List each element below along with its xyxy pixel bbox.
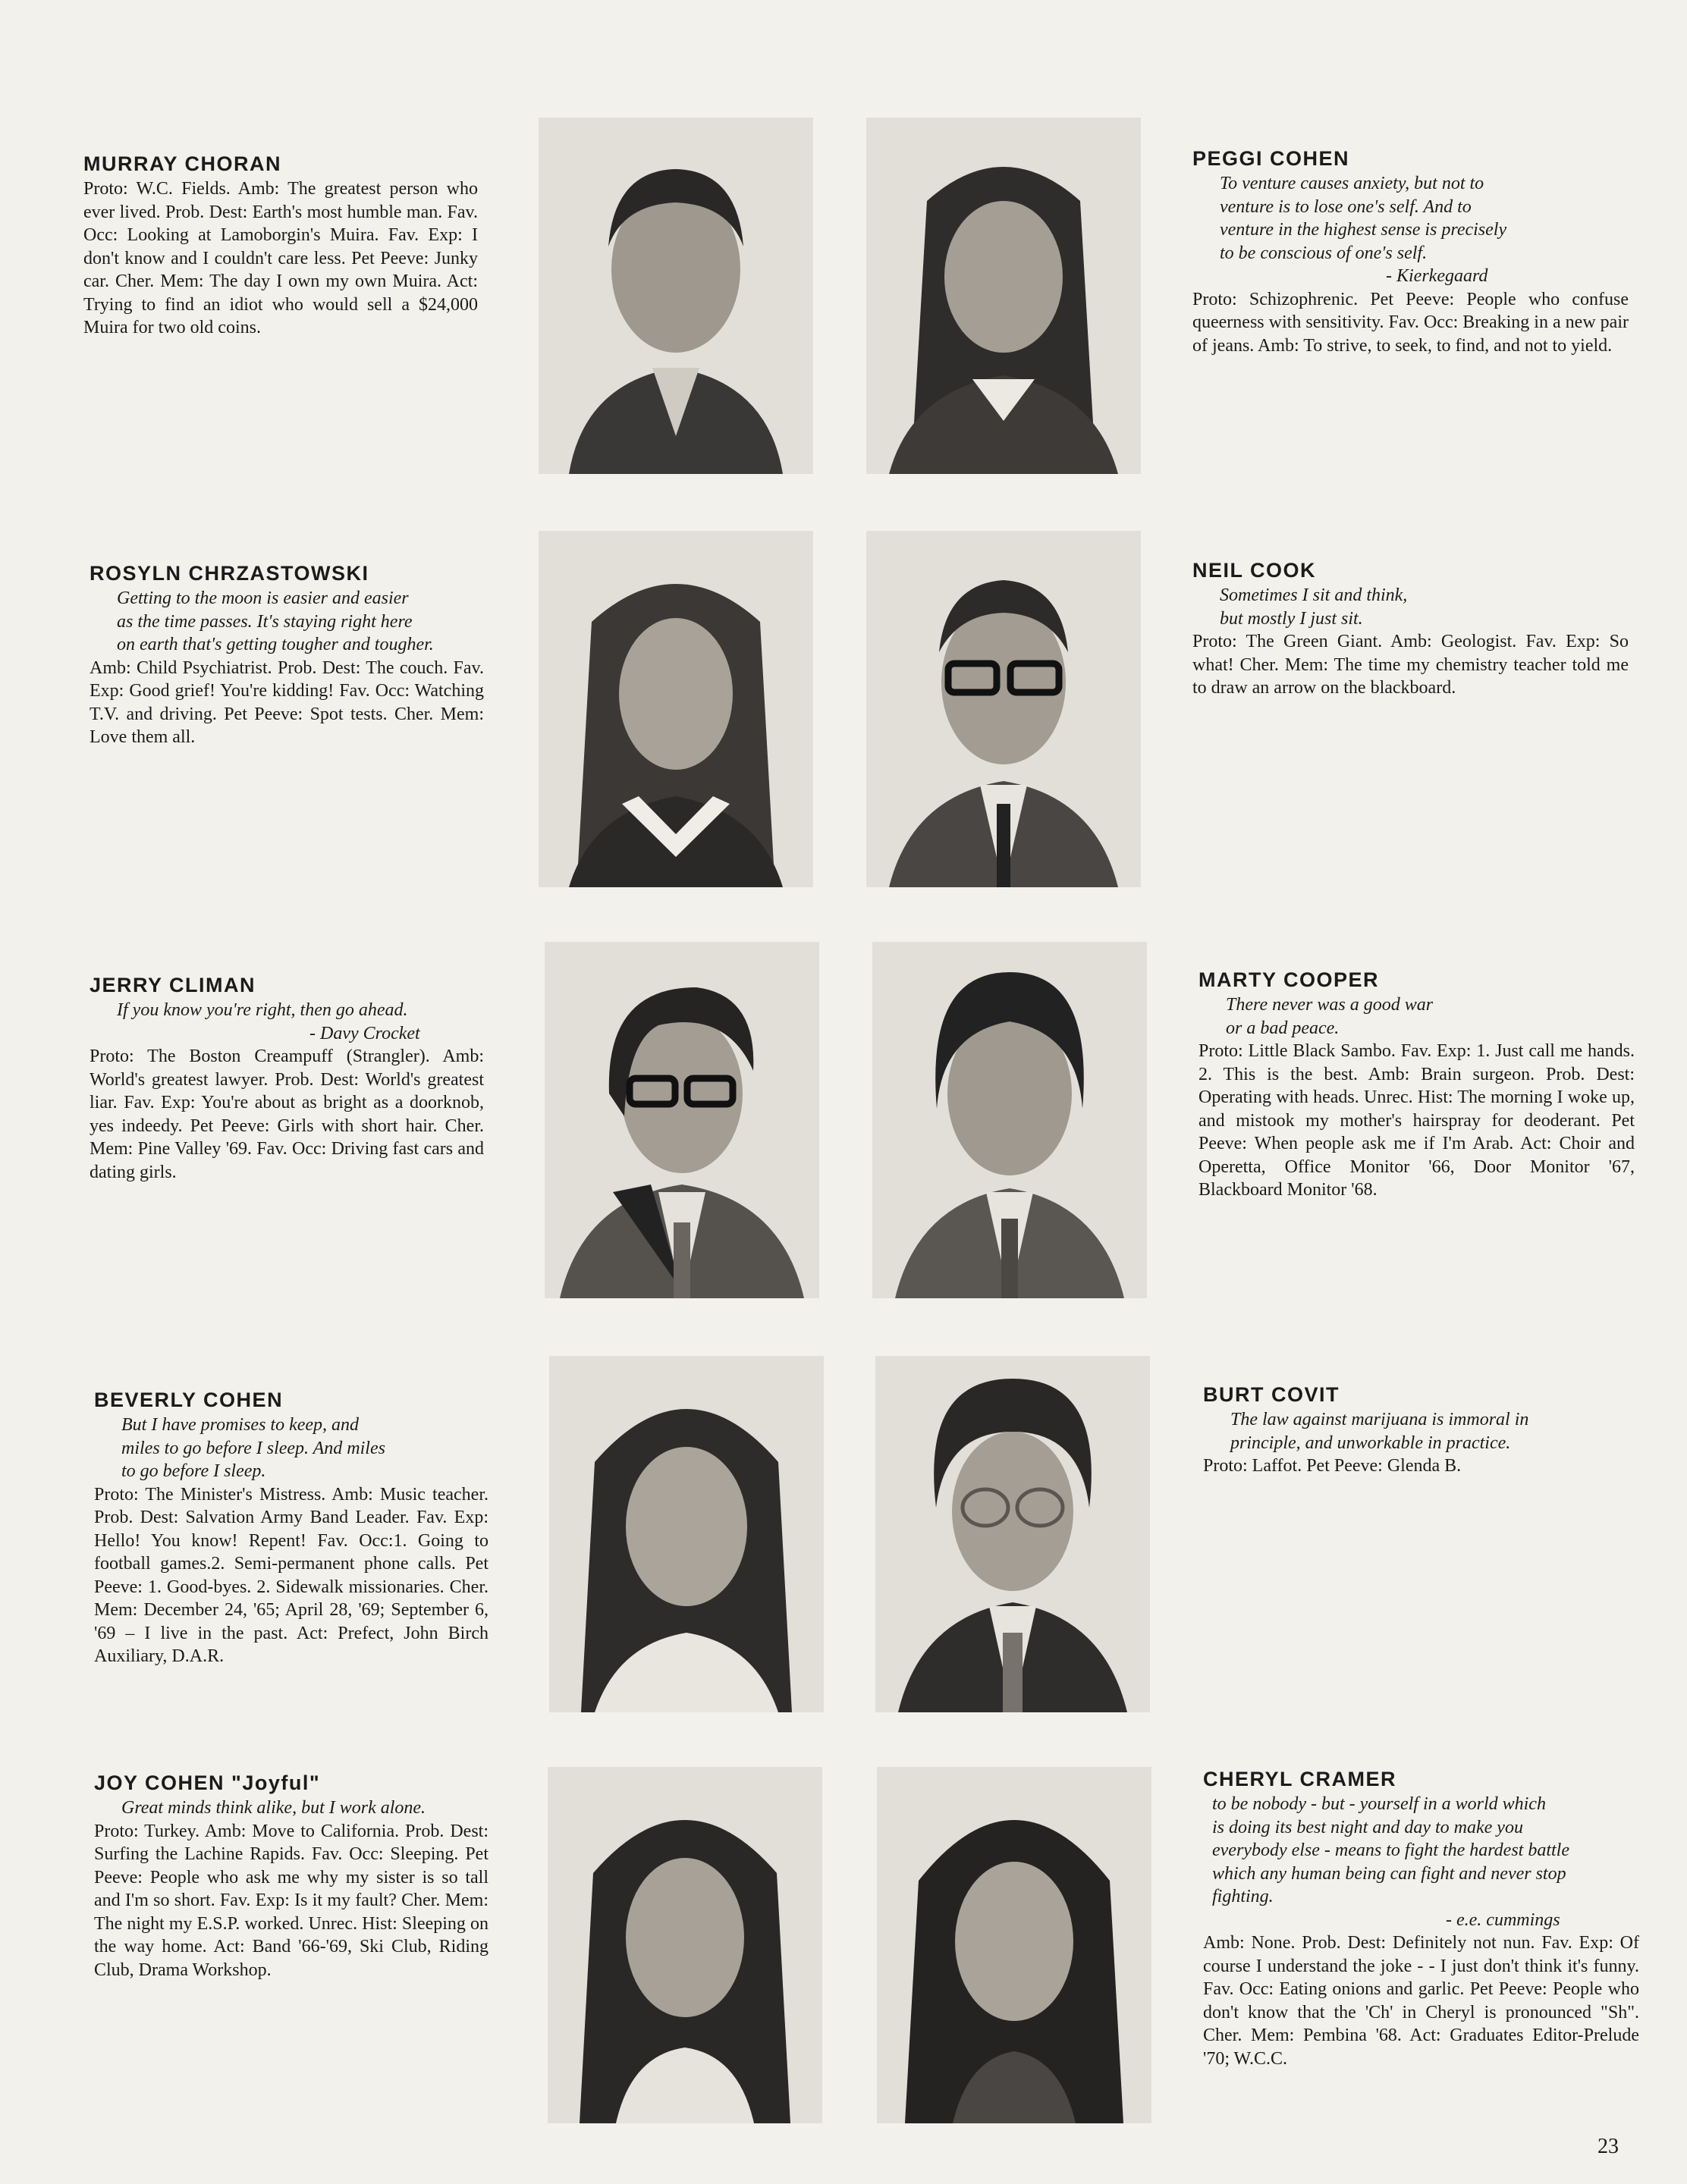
quote-line: as the time passes. It's staying right here bbox=[117, 611, 413, 632]
student-entry-beverly-cohen bbox=[94, 1388, 489, 1668]
quote-line: To venture causes anxiety, but not to bbox=[1220, 174, 1484, 193]
quote-line: to be nobody - but - yourself in a world which bbox=[1212, 1794, 1546, 1814]
student-bio: Proto: Schizophrenic. Pet Peeve: People who confuse queerness with sensitivity. Fav. Occ: Breaking in a new pair of jeans. Amb: To strive, to seek, to find, and not to yield. bbox=[1192, 289, 1629, 356]
quote-line: to be conscious of one's self. bbox=[1220, 243, 1428, 263]
student-bio: Proto: The Minister's Mistress. Amb: Music teacher. Prob. Dest: Salvation Army Band Leader. Fav. Exp: Hello! You know! Repent! Fav. Occ:1. Going to football games.2. Semi-permanent phone calls. Pet Peeve: 1. Good-byes. 2. Sidewalk missionaries. Cher. Mem: December 24, '65; April 28, '69; September 6, '69 – I live in the past. Act: Prefect, John Birch Auxiliary, D.A.R. bbox=[94, 1484, 489, 1666]
quote-line: on earth that's getting tougher and tougher. bbox=[117, 635, 434, 654]
quote-line: The law against marijuana is immoral in bbox=[1230, 1410, 1529, 1429]
student-name: JOY COHEN "Joyful" bbox=[94, 1771, 321, 1794]
student-entry-peggi-cohen bbox=[1192, 146, 1629, 357]
quote-line: is doing its best night and day to make you bbox=[1212, 1817, 1523, 1837]
quote-line: principle, and unworkable in practice. bbox=[1230, 1432, 1511, 1453]
student-bio: Amb: Child Psychiatrist. Prob. Dest: The couch. Fav. Exp: Good grief! You're kidding! Fav. Occ: Watching T.V. and driving. Pet Peeve: Spot tests. Cher. Mem: Love them all. bbox=[90, 657, 484, 747]
quote-attribution: - Davy Crocket bbox=[309, 1023, 420, 1043]
student-entry-jerry-climan bbox=[90, 973, 484, 1184]
student-name: BEVERLY COHEN bbox=[94, 1389, 284, 1411]
student-name: BURT COVIT bbox=[1203, 1383, 1340, 1406]
student-bio: Proto: Little Black Sambo. Fav. Exp: 1. Just call me hands. 2. This is the best. Amb: Brain surgeon. Prob. Dest: Operating with heads. Unrec. Hist: The morning I woke up, and mistook my mother's hairspray for deoderant. Pet Peeve: When people ask me if I'm Arab. Act: Choir and Operetta, Office Monitor '66, Door Monitor '67, Blackboard Monitor '68. bbox=[1198, 1041, 1635, 1200]
student-name: JERRY CLIMAN bbox=[90, 974, 256, 996]
student-name: CHERYL CRAMER bbox=[1203, 1768, 1397, 1790]
student-name: MARTY COOPER bbox=[1198, 968, 1380, 991]
student-quote bbox=[1203, 1408, 1639, 1454]
page-number: 23 bbox=[1597, 2135, 1619, 2158]
student-bio: Proto: Laffot. Pet Peeve: Glenda B. bbox=[1203, 1456, 1462, 1476]
quote-line: Getting to the moon is easier and easier bbox=[117, 588, 409, 608]
student-bio: Proto: The Green Giant. Amb: Geologist. Fav. Exp: So what! Cher. Mem: The time my chemistry teacher told me to draw an arrow on the blackboard. bbox=[1192, 632, 1629, 698]
student-entry-marty-cooper bbox=[1198, 968, 1635, 1202]
portrait-photo-rosyln-chrzastowski bbox=[539, 531, 813, 887]
student-entry-murray-choran bbox=[83, 152, 478, 340]
portrait-photo-marty-cooper bbox=[872, 942, 1147, 1298]
portrait-photo-jerry-climan bbox=[545, 942, 819, 1298]
student-quote bbox=[94, 1796, 489, 1820]
quote-line: venture in the highest sense is precisely bbox=[1220, 220, 1507, 240]
quote-line: Sometimes I sit and think, bbox=[1220, 585, 1408, 605]
student-entry-burt-covit bbox=[1203, 1382, 1639, 1478]
quote-line: which any human being can fight and never stop bbox=[1212, 1863, 1566, 1884]
quote-attribution: - Kierkegaard bbox=[1386, 266, 1488, 286]
student-name: MURRAY CHORAN bbox=[83, 152, 282, 175]
quote-attribution: - e.e. cummings bbox=[1446, 1909, 1560, 1930]
quote-line: or a bad peace. bbox=[1226, 1018, 1340, 1038]
student-quote bbox=[1198, 993, 1635, 1040]
student-bio: Proto: Turkey. Amb: Move to California. Prob. Dest: Surfing the Lachine Rapids. Fav. Occ: Sleeping. Pet Peeve: People who ask me why my sister is so tall and I'm so short. Fav. Exp: Is it my fault? Cher. Mem: The night my E.S.P. worked. Unrec. Hist: Sleeping on the way home. Act: Band '66-'69, Ski Club, Riding Club, Drama Workshop. bbox=[94, 1821, 489, 1980]
portrait-photo-murray-choran bbox=[539, 118, 813, 474]
quote-line: everybody else - means to fight the hardest battle bbox=[1212, 1840, 1569, 1860]
student-quote bbox=[90, 587, 484, 657]
quote-line: There never was a good war bbox=[1226, 995, 1434, 1015]
student-quote bbox=[90, 999, 484, 1022]
student-bio: Proto: The Boston Creampuff (Strangler). Amb: World's greatest lawyer. Prob. Dest: World's greatest liar. Fav. Exp: You're about as bright as a doorknob, yes indeedy. Pet Peeve: Girls with short hair. Cher. Mem: Pine Valley '69. Fav. Occ: Driving fast cars and dating girls. bbox=[90, 1046, 484, 1182]
student-quote bbox=[1192, 172, 1629, 265]
quote-line: But I have promises to keep, and bbox=[121, 1415, 360, 1435]
quote-line: miles to go before I sleep. And miles bbox=[121, 1438, 385, 1458]
student-entry-neil-cook bbox=[1192, 558, 1629, 700]
student-quote bbox=[1192, 584, 1629, 630]
student-bio: Proto: W.C. Fields. Amb: The greatest person who ever lived. Prob. Dest: Earth's most humble man. Fav. Occ: Looking at Lamoborgin's Muira. Fav. Exp: I don't know and I couldn't care less. Pet Peeve: Junky car. Cher. Mem: The day I own my own Muira. Act: Trying to find an idiot who would sell a $24,000 Muira for two old coins. bbox=[83, 179, 478, 337]
student-entry-joy-cohen bbox=[94, 1771, 489, 1982]
quote-line: If you know you're right, then go ahead. bbox=[117, 1000, 408, 1020]
portrait-photo-burt-covit bbox=[875, 1356, 1150, 1712]
student-quote bbox=[1203, 1793, 1639, 1909]
quote-line: Great minds think alike, but I work alone. bbox=[121, 1798, 426, 1818]
quote-line: to go before I sleep. bbox=[121, 1461, 266, 1481]
student-name: ROSYLN CHRZASTOWSKI bbox=[90, 562, 369, 585]
student-entry-cheryl-cramer bbox=[1203, 1767, 1639, 2070]
portrait-photo-peggi-cohen bbox=[866, 118, 1141, 474]
student-bio: Amb: None. Prob. Dest: Definitely not nun. Fav. Exp: Of course I understand the joke - - I just don't think it's funny. Fav. Occ: Eating onions and garlic. Pet Peeve: People who don't know that the 'Ch' in Cheryl is pronounced "Sh". Cher. Mem: Pembina '68. Act: Graduates Editor-Prelude '70; W.C.C. bbox=[1203, 1933, 1639, 2069]
student-quote bbox=[94, 1414, 489, 1483]
portrait-photo-cheryl-cramer bbox=[877, 1767, 1151, 2123]
portrait-photo-beverly-cohen bbox=[549, 1356, 824, 1712]
quote-line: fighting. bbox=[1212, 1887, 1274, 1906]
student-name: NEIL COOK bbox=[1192, 559, 1317, 582]
student-entry-rosyln-chrzastowski bbox=[90, 561, 484, 749]
student-name: PEGGI COHEN bbox=[1192, 147, 1350, 170]
quote-line: but mostly I just sit. bbox=[1220, 608, 1363, 629]
quote-line: venture is to lose one's self. And to bbox=[1220, 196, 1472, 217]
portrait-photo-neil-cook bbox=[866, 531, 1141, 887]
portrait-photo-joy-cohen bbox=[548, 1767, 822, 2123]
